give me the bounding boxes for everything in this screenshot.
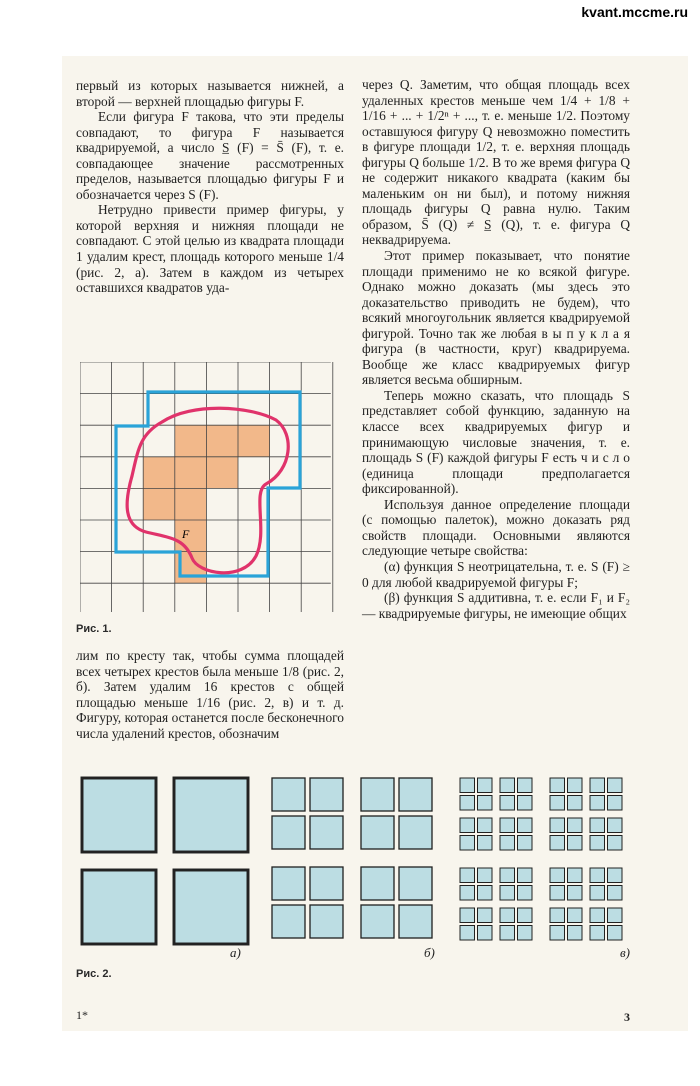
filled-cell	[175, 425, 207, 457]
figure-1-caption: Рис. 1.	[76, 623, 112, 635]
square	[518, 926, 533, 941]
filled-cell	[175, 457, 207, 489]
square	[460, 868, 475, 883]
square	[361, 905, 394, 938]
square	[310, 816, 343, 849]
figure-2b-squares	[272, 778, 432, 938]
square	[550, 868, 565, 883]
square	[460, 836, 475, 851]
square	[478, 868, 493, 883]
square	[478, 886, 493, 901]
square	[568, 818, 583, 833]
figure-2a-squares	[82, 778, 248, 944]
square	[568, 926, 583, 941]
square	[608, 818, 623, 833]
figure-2c-squares	[460, 778, 622, 940]
square	[550, 908, 565, 923]
square	[568, 886, 583, 901]
figure-2c-label: в)	[620, 945, 630, 960]
square	[478, 778, 493, 793]
page-number: 3	[624, 1010, 630, 1024]
square	[550, 796, 565, 811]
square	[272, 816, 305, 849]
square	[174, 778, 248, 852]
square	[518, 886, 533, 901]
filled-cell	[238, 425, 270, 457]
square	[550, 836, 565, 851]
square	[568, 796, 583, 811]
square	[518, 796, 533, 811]
square	[568, 908, 583, 923]
square	[608, 778, 623, 793]
square	[500, 836, 515, 851]
square	[518, 908, 533, 923]
square	[590, 818, 605, 833]
column-left-top	[76, 78, 344, 296]
square	[550, 926, 565, 941]
square	[568, 836, 583, 851]
paragraph: через Q. Заметим, что общая площадь всех удаленных крестов меньше чем 1/4 + 1/8 + 1/16 + ... + 1/2ⁿ + ..., т. е. меньше 1/2. Поэтому оставшуюся фигуру Q невозможно поместить в фигуре площади 1/2, т. е. верхняя площадь фигуры Q больше 1/2. В то же время фигура Q не содержит никакого квадрата (каким бы маленьким он ни был), и потому нижняя площадь фигуры Q равна нулю. Таким образом, S̄ (Q) ≠ S̲ (Q), т. е. фигура Q неквадрируема.	[362, 77, 630, 248]
paragraph: Если фигура F такова, что эти пределы совпадают, то фигура F называется квадрируемой, а число S̲ (F) = S̄ (F), т. е. совпадающее значение рассмотренных пределов, называется площадью фигуры F и обозначается через S (F).	[76, 109, 344, 202]
square	[478, 926, 493, 941]
square	[550, 778, 565, 793]
square	[590, 778, 605, 793]
square	[82, 870, 156, 944]
square	[478, 818, 493, 833]
square	[518, 868, 533, 883]
square	[500, 868, 515, 883]
figure-1	[80, 362, 334, 612]
filled-cell	[143, 488, 175, 520]
square	[608, 926, 623, 941]
filled-cell	[206, 457, 238, 489]
square	[608, 908, 623, 923]
square	[310, 867, 343, 900]
square	[399, 816, 432, 849]
square	[361, 778, 394, 811]
square	[478, 796, 493, 811]
square	[590, 796, 605, 811]
square	[590, 868, 605, 883]
paragraph: Используя данное определение площади (с помощью палеток), можно доказать ряд свойств площади. Основными являются следующие четыре свойства:	[362, 496, 630, 559]
square	[460, 908, 475, 923]
page-signature: 1*	[76, 1008, 88, 1022]
figure-2-caption: Рис. 2.	[76, 968, 112, 980]
paragraph: лим по кресту так, чтобы сумма площадей всех четырех крестов была меньше 1/8 (рис. 2, б). Затем удалим 16 крестов с общей площадью меньше 1/16 (рис. 2, в) и т. д. Фигуру, которая останется после бесконечного числа удалений крестов, обозначим	[76, 648, 344, 741]
site-url[interactable]: kvant.mccme.ru	[581, 4, 688, 20]
square	[310, 778, 343, 811]
figure-2b-label: б)	[424, 945, 435, 960]
square	[550, 818, 565, 833]
square	[478, 908, 493, 923]
square	[361, 816, 394, 849]
square	[608, 796, 623, 811]
square	[590, 926, 605, 941]
column-left-bottom	[76, 648, 344, 741]
paragraph: (α) функция S неотрицательна, т. е. S (F) ≥ 0 для любой квадрируемой фигуры F;	[362, 558, 630, 590]
filled-cell	[175, 488, 207, 520]
paragraph: первый из которых называется нижней, а второй — верхней площадью фигуры F.	[76, 78, 344, 109]
filled-cell	[175, 520, 207, 552]
square	[460, 818, 475, 833]
square	[500, 886, 515, 901]
square	[518, 818, 533, 833]
paragraph: (β) функция S аддитивна, т. е. если F₁ и F₂ — квадрируемые фигуры, не имеющие общих	[362, 590, 630, 621]
square	[608, 886, 623, 901]
square	[399, 778, 432, 811]
square	[399, 905, 432, 938]
figure-2	[76, 772, 640, 948]
filled-cell	[143, 457, 175, 489]
square	[460, 886, 475, 901]
square	[460, 778, 475, 793]
paragraph: Этот пример показывает, что понятие площади применимо не ко всякой фигуре. Однако можно доказать (мы здесь это доказательство приводить не будем), что всякий многоугольник является квадрируемой фигурой. Точно так же любая в ы п у к л а я фигура (в частности, круг) квадрируема. Вообще же класс квадрируемых фигур является весьма обширным.	[362, 248, 630, 388]
square	[460, 796, 475, 811]
square	[518, 778, 533, 793]
square	[608, 836, 623, 851]
square	[361, 867, 394, 900]
figure-2a-label: а)	[230, 945, 241, 960]
square	[568, 868, 583, 883]
square	[272, 778, 305, 811]
filled-cell	[206, 425, 238, 457]
square	[500, 926, 515, 941]
square	[478, 836, 493, 851]
square	[608, 868, 623, 883]
square	[174, 870, 248, 944]
square	[568, 778, 583, 793]
square	[500, 796, 515, 811]
square	[272, 867, 305, 900]
square	[550, 886, 565, 901]
square	[399, 867, 432, 900]
square	[460, 926, 475, 941]
square	[590, 908, 605, 923]
square	[518, 836, 533, 851]
square	[500, 818, 515, 833]
figure-label-F: F	[182, 527, 190, 541]
paragraph: Теперь можно сказать, что площадь S представляет собой функцию, заданную на классе всех квадрируемых фигур и принимающую числовые значения, т. е. площадь S (F) каждой фигуры F есть ч и с л о (единица площади предполагается фиксированной).	[362, 387, 630, 497]
square	[272, 905, 305, 938]
square	[310, 905, 343, 938]
square	[500, 908, 515, 923]
square	[590, 886, 605, 901]
paragraph: Нетрудно привести пример фигуры, у которой верхняя и нижняя площади не совпадают. С этой целью из квадрата площади 1 удалим крест, площадь которого меньше 1/4 (рис. 2, а). Затем в каждом из четырех оставшихся квадратов уда-	[76, 202, 344, 296]
square	[590, 836, 605, 851]
square	[500, 778, 515, 793]
square	[82, 778, 156, 852]
column-right	[362, 77, 630, 621]
